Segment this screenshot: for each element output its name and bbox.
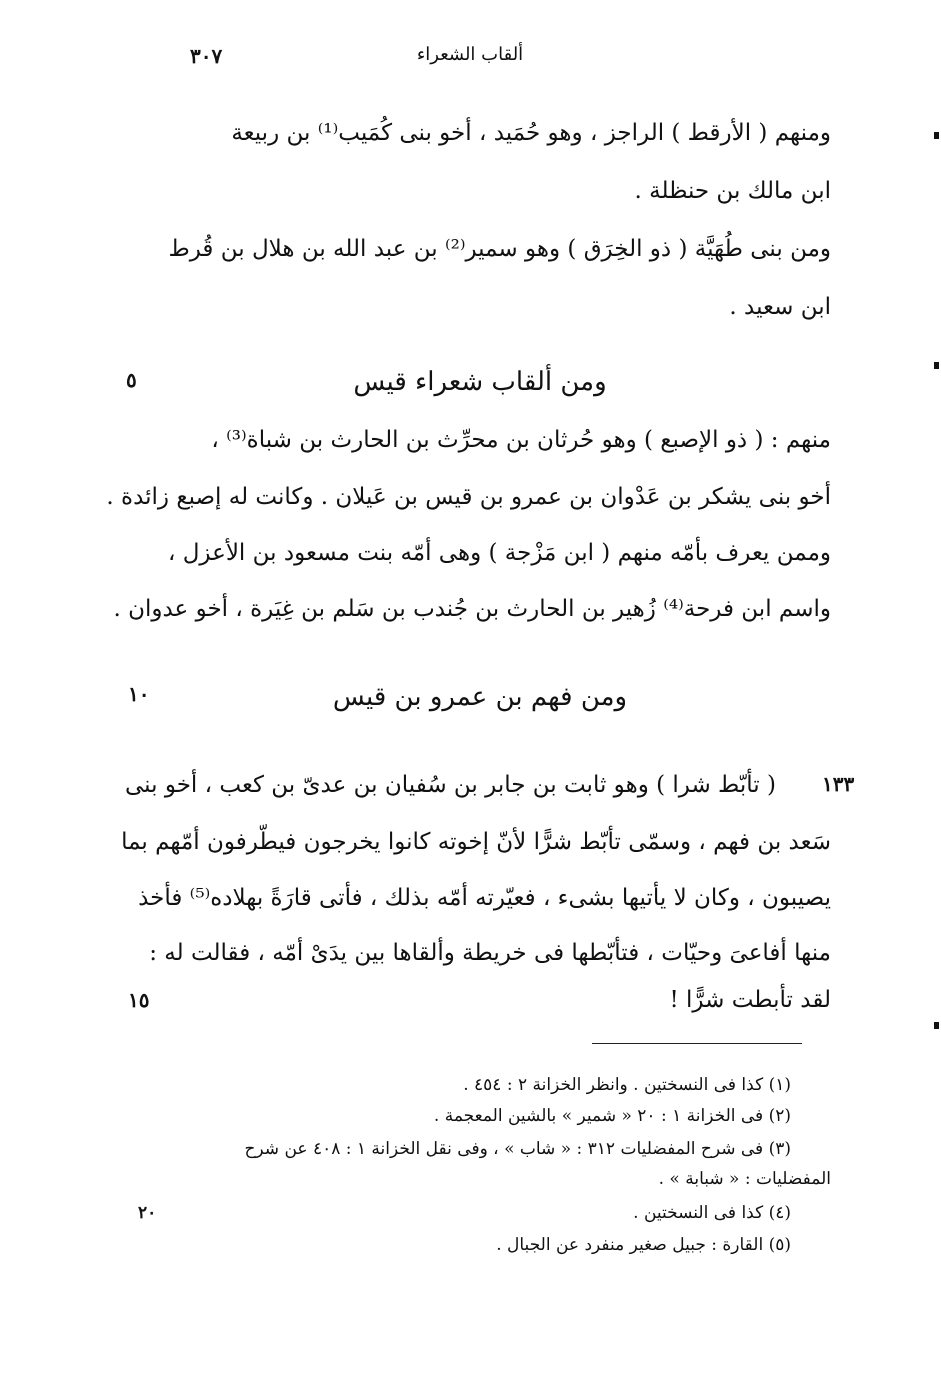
scan-speck [934,132,939,139]
page-number: ٣٠٧ [190,44,223,68]
paragraph-line: أخو بنى يشكر بن عَدْوان بن عمرو بن قيس بن عَيلان . وكانت له إصبع زائدة . [106,484,831,510]
scan-speck [934,1022,939,1029]
paragraph-line: واسم ابن فرحة⁽⁴⁾ زُهير بن الحارث بن جُندب بن سَلم بن غِيَرة ، أخو عدوان . [113,596,831,622]
paragraph-line: ومنهم ( الأرقط ) الراجز ، وهو حُمَيد ، أخو بنى كُمَيب⁽¹⁾ بن ربيعة [231,120,831,146]
footnote-separator [592,1043,802,1044]
margin-line-number: ١٥ [128,988,150,1012]
paragraph-line: ( تأبّط شرا ) وهو ثابت بن جابر بن سُفيان بن عدىّ بن كعب ، أخو بنى [125,772,776,798]
paragraph-line: يصيبون ، وكان لا يأتيها بشىء ، فعيّرته أمّه بذلك ، فأتى قارَةً بهلاده⁽⁵⁾ فأخذ [138,885,831,911]
footnote: (٣) فى شرح المفضليات ٣١٢ : « شاب » ، وفى نقل الخزانة ١ : ٤٠٨ عن شرح [244,1139,791,1159]
section-heading-qays: ومن ألقاب شعراء قيس [353,367,607,397]
scan-speck [934,362,939,369]
footnote: (٢) فى الخزانة ١ : ٢٠ « شمير » بالشين المعجمة . [433,1106,791,1126]
footnote: المفضليات : « شبابة » . [658,1169,831,1189]
paragraph-line: منهم : ( ذو الإصبع ) وهو حُرثان بن محرِّث بن الحارث بن شباة⁽³⁾ ، [211,427,831,453]
footnote: (٤) كذا فى النسختين . [633,1203,791,1223]
paragraph-line: سَعد بن فهم ، وسمّى تأبّط شرًّا لأنّ إخوته كانوا يخرجون فيطّرفون أمّهم بما [121,829,831,855]
paragraph-line: منها أفاعىَ وحيّات ، فتأبّطها فى خريطة وألقاها بين يدَىْ أمّه ، فقالت له : [149,940,831,966]
paragraph-line: ابن مالك بن حنظلة . [634,178,831,204]
running-header-title: ألقاب الشعراء [416,44,524,65]
paragraph-line: لقد تأبطت شرًّا ! [669,987,831,1013]
paragraph-line: ومن بنى طُهَيَّة ( ذو الخِرَق ) وهو سمير⁽²⁾ بن عبد الله بن هلال بن قُرط [168,236,831,262]
margin-line-number: ٥ [126,368,137,392]
margin-line-number: ١٠ [128,682,150,706]
paragraph-line: وممن يعرف بأمّه منهم ( ابن مَزْجة ) وهى أمّه بنت مسعود بن الأعزل ، [167,540,831,566]
entry-number: ١٣٣ [822,772,855,796]
section-heading-fahm: ومن فهم بن عمرو بن قيس [332,682,628,712]
margin-line-number: ٢٠ [138,1203,157,1223]
paragraph-line: ابن سعيد . [729,294,831,320]
footnote: (٥) القارة : جبيل صغير منفرد عن الجبال . [496,1235,791,1255]
footnote: (١) كذا فى النسختين . وانظر الخزانة ٢ : ٤٥٤ . [463,1075,791,1095]
